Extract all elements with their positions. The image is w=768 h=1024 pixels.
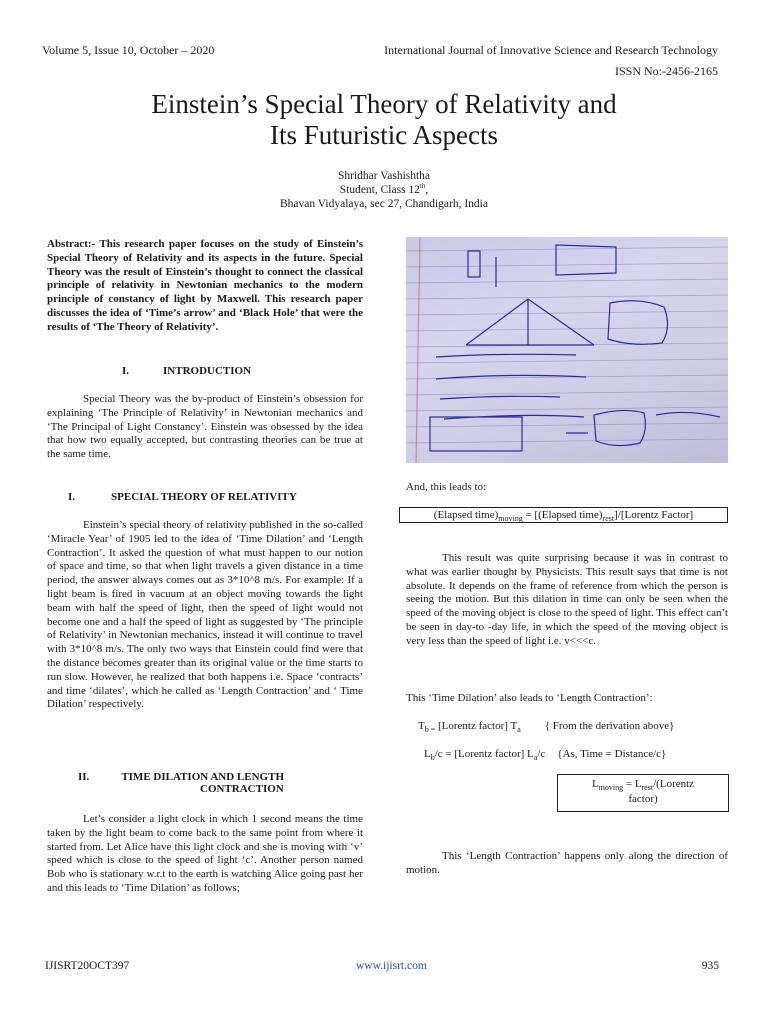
- section-heading-introduction: I. INTRODUCTION: [122, 365, 252, 377]
- equation-length-relation: $L_b/c$ = [Lorentz factor] $L_a/c$ {As, Time = Distance/c}: [424, 748, 667, 763]
- time-dilation-text: Let’s consider a light clock in which 1 second means the time taken by the light beam to come back to the same point from where it started from. Let Alice have this light clock and she is moving with ‘v’ speed which is close to the speed of light ‘c’. Another person named Bob who is stationary w.r.t to the earth is watching Alice going past her and this leads to ‘Time Dilation’ as follows;: [47, 813, 363, 894]
- paper-title: [0, 89, 768, 151]
- author-name: Shridhar Vashishtha: [337, 170, 431, 182]
- journal-volume: Volume 5, Issue 10, October – 2020: [42, 43, 215, 57]
- leads-text: And, this leads to:: [406, 481, 487, 493]
- special-theory-text: Einstein’s special theory of relativity published in the so-called ‘Miracle Year’ of 1905 led to the idea of ‘Time Dilation’ and ‘Length Contraction’. It asked the question of what must happen to our notion of space and time, so that when light travels a given distance in a time period, the answer always comes out as 3*10^8 m/s. For example: If a light beam is fired in vacuum at an object moving towards the light beam with half the speed of light, then the speed of light would not become one and a half the speed of light as suggested by ‘The principle of Relativity’ in Newtonian mechanics, instead it will continue to travel with 3*10^8 m/s. The only two ways that Einstein could find were that the distance becomes greater than its original value or the time starts to run slow. However, he realized that both happens i.e. Space ‘contracts’ and time ‘dilates’, which he called as ‘Length Contraction’ and ‘ Time Dilation’ respectively.: [47, 519, 363, 711]
- length-contraction-note: This ‘Length Contraction’ happens only along the direction of motion.: [406, 850, 728, 876]
- paper-title-line-1: Einstein’s Special Theory of Relativity and: [151, 89, 617, 119]
- journal-issn: ISSN No:-2456-2165: [614, 64, 718, 78]
- journal-website-link[interactable]: www.ijisrt.com: [356, 960, 427, 972]
- section-heading-time-dilation: II. TIME DILATION AND LENGTH CONTRACTION: [78, 771, 284, 795]
- page-number: 935: [701, 960, 719, 972]
- handwritten-derivation-photo: [406, 237, 728, 463]
- author-affiliation: Bhavan Vidyalaya, sec 27, Chandigarh, India: [280, 198, 488, 210]
- introduction-text: Special Theory was the by-product of Einstein’s obsession for explaining ‘The Principle of Relativity’ in Newtonian mechanics and ‘The Principal of Light Constancy’. Einstein was obsessed by the idea that how two equally accepted, but contrasting theories can be true at the same time.: [47, 393, 363, 461]
- equation-length-contraction: $L_{moving}$ = $L_{rest}/(Lorentz$ factor): [557, 774, 729, 812]
- result-paragraph: This result was quite surprising because it was in contrast to what was earlier thought by Physicists. This result says that time is not absolute. It depends on the frame of reference from which the person is seeing the motion. But this dilation in time can only be seen when the speed of the moving object is close to the speed of light. This effect can’t be seen in day-to -day life, in which the speed of the moving object is very less than the speed of light i.e. v<<<c.: [406, 552, 728, 647]
- section-heading-special-theory: I. SPECIAL THEORY OF RELATIVITY: [68, 491, 297, 503]
- abstract: Abstract:- This research paper focuses on the study of Einstein’s Special Theory of Relativity and its aspects in the future. Special Theory was the result of Einstein’s thought to connect the classical principle of relativity in Newtonian mechanics to the modern principle of constancy of light by Maxwell. This research paper discusses the idea of ‘Time’s arrow’ and ‘Black Hole’ that were the results of ‘The Theory of Relativity’.: [47, 238, 363, 333]
- equation-time-dilation: (Elapsed $time)_{moving}$ = [(Elapsed $time)_{rest}]/[Lorentz$ Factor]: [399, 507, 728, 523]
- journal-name: International Journal of Innovative Science and Research Technology: [384, 43, 718, 57]
- paper-title-line-2: Its Futuristic Aspects: [270, 120, 498, 150]
- length-contraction-intro: This ‘Time Dilation’ also leads to ‘Length Contraction’:: [406, 692, 653, 704]
- notebook-sketch: [406, 237, 728, 463]
- author-role: Student, Class 12th,: [339, 182, 429, 196]
- paper-id: IJISRT20OCT397: [45, 960, 130, 972]
- equation-time-relation: $T_{b =}$ [Lorentz factor] $T_a$ { From the derivation above}: [418, 720, 675, 735]
